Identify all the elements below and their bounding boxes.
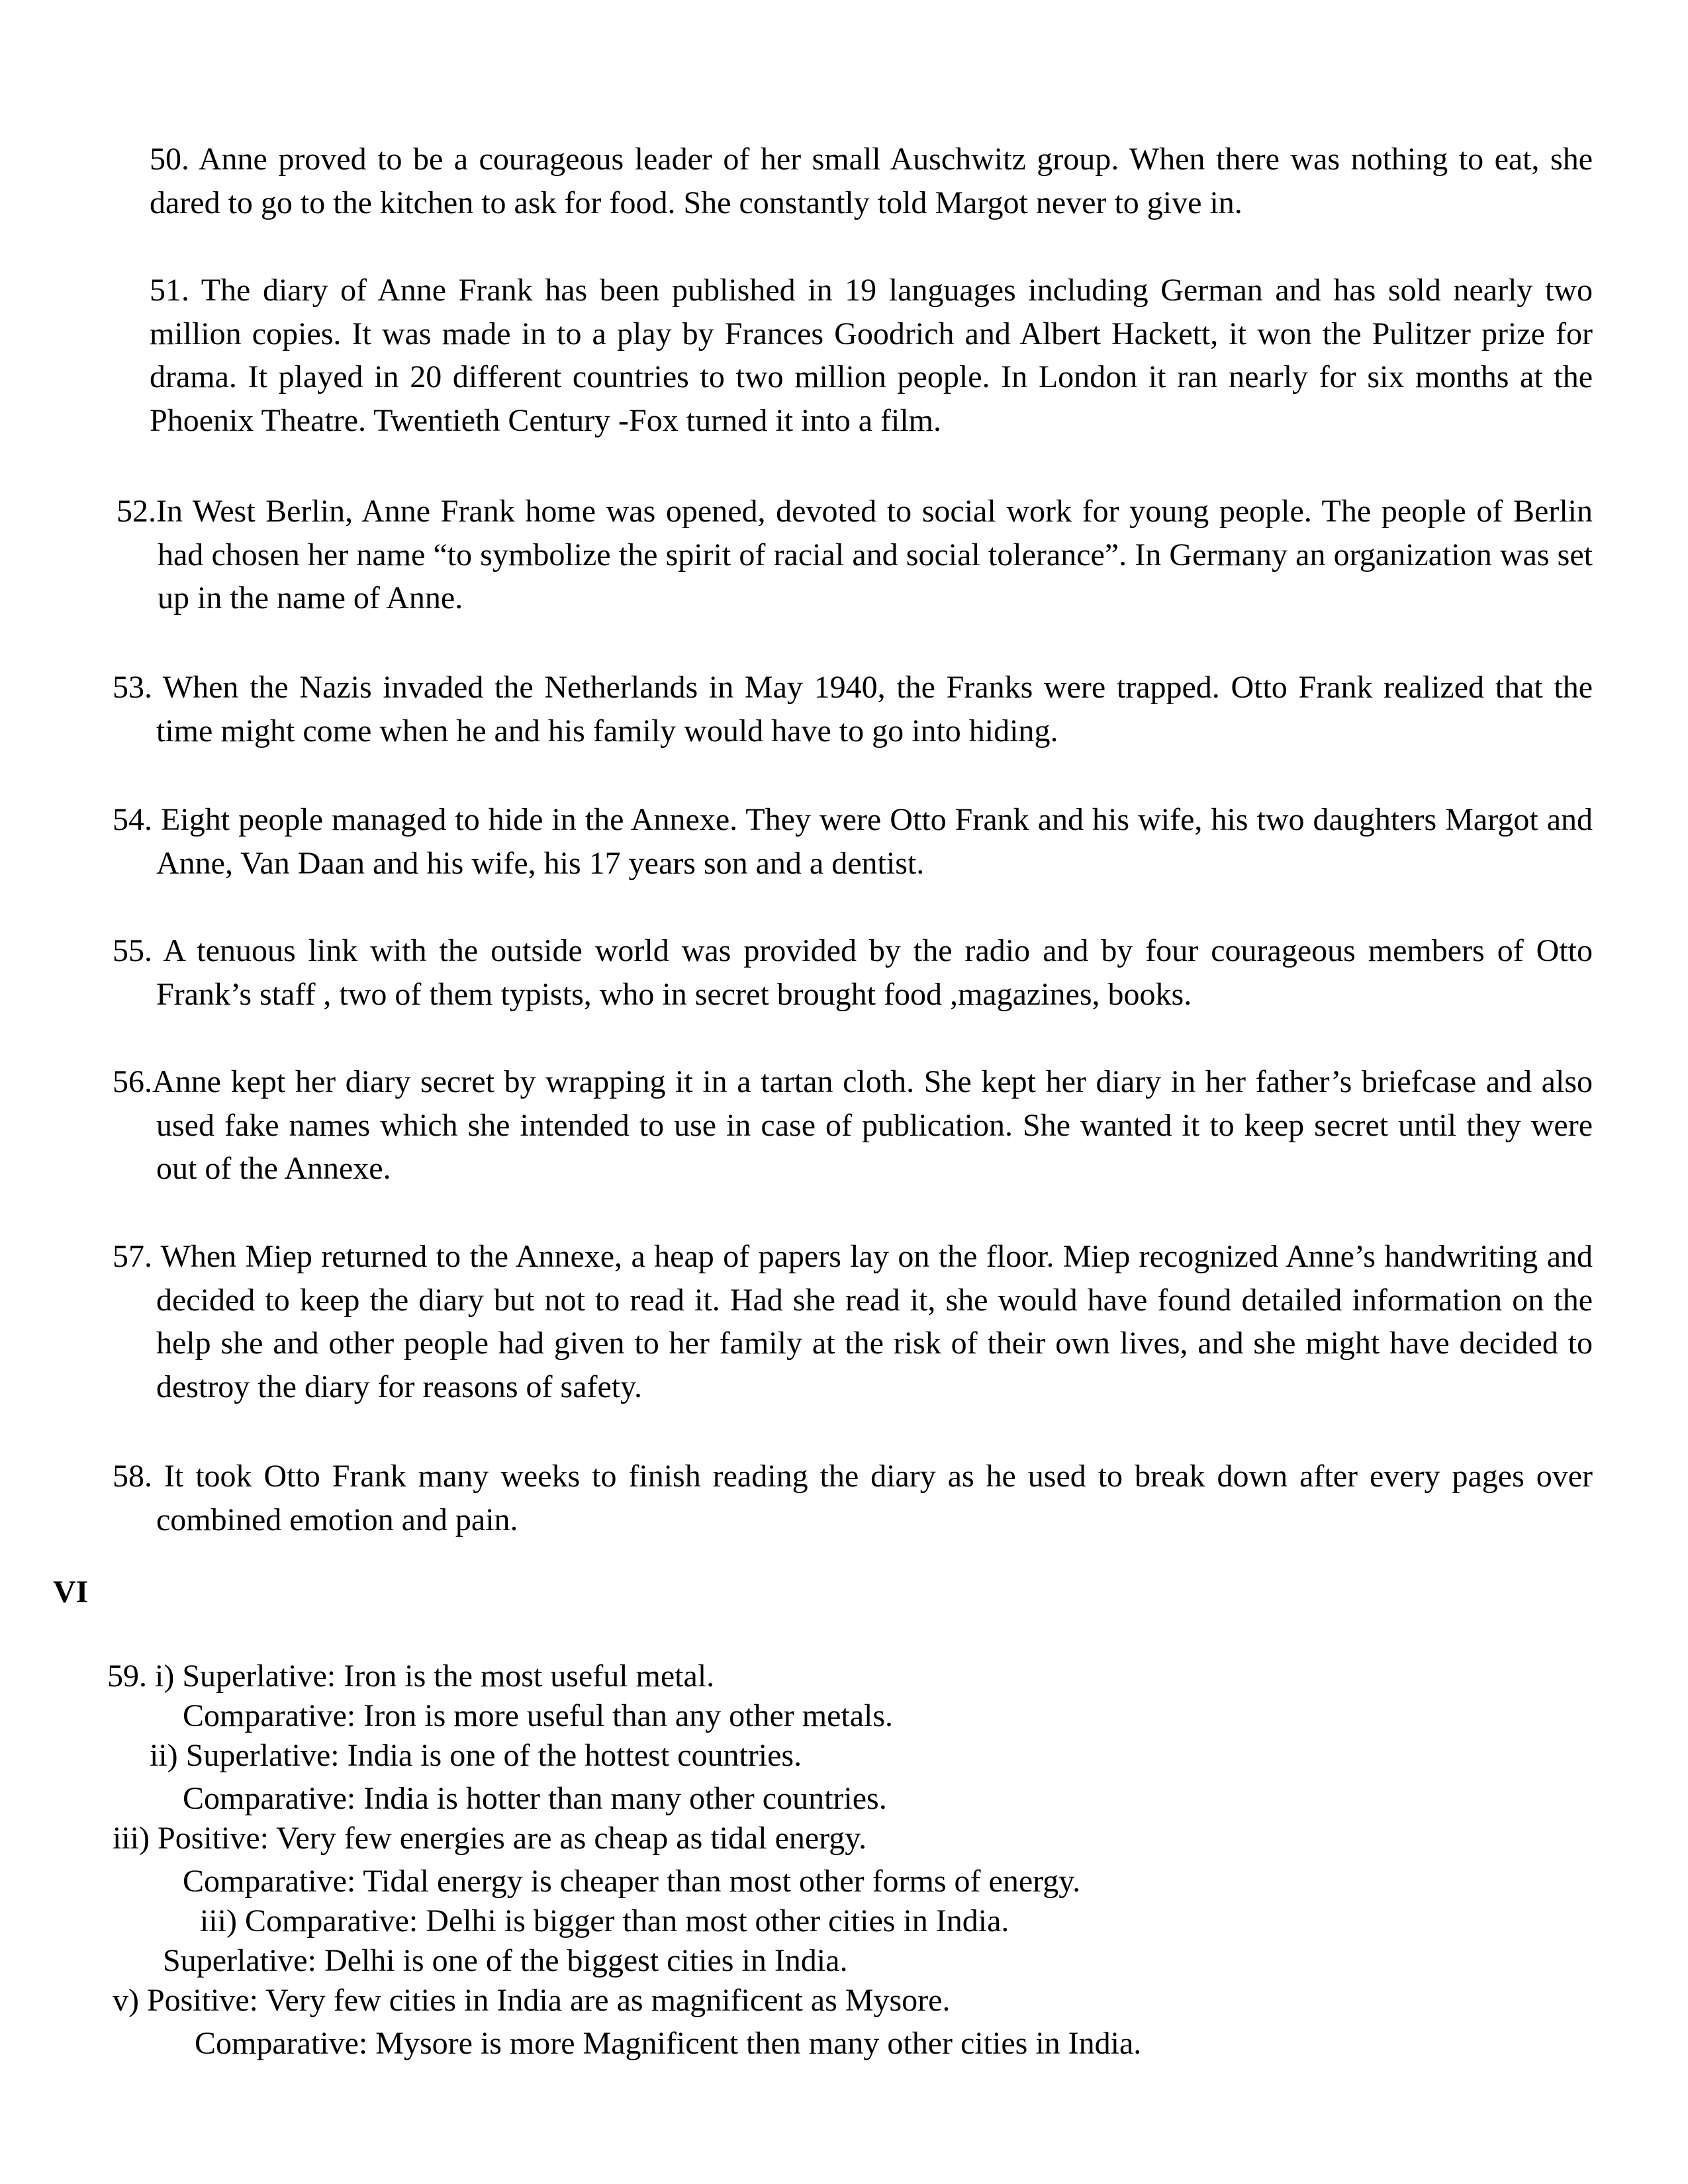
- degrees-line-1: 59. i) Superlative: Iron is the most useful metal.: [107, 1659, 715, 1694]
- degrees-line-4: Comparative: India is hotter than many other countries.: [183, 1781, 887, 1816]
- degrees-line-6: Comparative: Tidal energy is cheaper than most other forms of energy.: [183, 1864, 1081, 1899]
- answer-58: 58. It took Otto Frank many weeks to finish reading the diary as he used to break down after every pages over combined emotion and pain.: [113, 1459, 1593, 1537]
- answer-54: 54. Eight people managed to hide in the Annexe. They were Otto Frank and his wife, his two daughters Margot and Anne, Van Daan and his wife, his 17 years son and a dentist.: [113, 802, 1593, 881]
- degrees-line-7: iii) Comparative: Delhi is bigger than most other cities in India.: [200, 1903, 1009, 1938]
- answer-52: 52.In West Berlin, Anne Frank home was opened, devoted to social work for young people. The people of Berlin had chosen her name “to symbolize the spirit of racial and social tolerance”. In Germany an organization was set up in the name of Anne.: [117, 494, 1593, 615]
- degrees-line-3: ii) Superlative: India is one of the hottest countries.: [150, 1738, 802, 1773]
- answer-53: 53. When the Nazis invaded the Netherlands in May 1940, the Franks were trapped. Otto Frank realized that the time might come when he and his family would have to go into hiding.: [113, 670, 1593, 749]
- degrees-line-5: iii) Positive: Very few energies are as cheap as tidal energy.: [113, 1821, 867, 1856]
- degrees-line-10: Comparative: Mysore is more Magnificent then many other cities in India.: [195, 2026, 1142, 2061]
- answer-56: 56.Anne kept her diary secret by wrapping it in a tartan cloth. She kept her diary in her father’s briefcase and also used fake names which she intended to use in case of publication. She wanted it to keep secret until they were out of the Annexe.: [113, 1064, 1593, 1186]
- degrees-line-8: Superlative: Delhi is one of the biggest cities in India.: [163, 1943, 848, 1978]
- degrees-line-2: Comparative: Iron is more useful than any other metals.: [183, 1698, 894, 1733]
- answer-51: 51. The diary of Anne Frank has been published in 19 languages including German and has sold nearly two million copies. It was made in to a play by Frances Goodrich and Albert Hackett, it won the Pulitzer prize for drama. It played in 20 different countries to two million people. In London it ran nearly for six months at the Phoenix Theatre. Twentieth Century -Fox turned it into a film.: [150, 273, 1593, 438]
- degrees-line-9: v) Positive: Very few cities in India are as magnificent as Mysore.: [113, 1983, 951, 2018]
- answer-57: 57. When Miep returned to the Annexe, a heap of papers lay on the floor. Miep recognized Anne’s handwriting and decided to keep the diary but not to read it. Had she read it, she would have found detailed information on the help she and other people had given to her family at the risk of their own lives, and she might have decided to destroy the diary for reasons of safety.: [113, 1239, 1593, 1404]
- section-heading: VI: [53, 1574, 89, 1610]
- answer-50: 50. Anne proved to be a courageous leader of her small Auschwitz group. When there was nothing to eat, she dared to go to the kitchen to ask for food. She constantly told Margot never to give in.: [150, 142, 1593, 220]
- answer-55: 55. A tenuous link with the outside world was provided by the radio and by four courageous members of Otto Frank’s staff , two of them typists, who in secret brought food ,magazines, books.: [113, 933, 1593, 1012]
